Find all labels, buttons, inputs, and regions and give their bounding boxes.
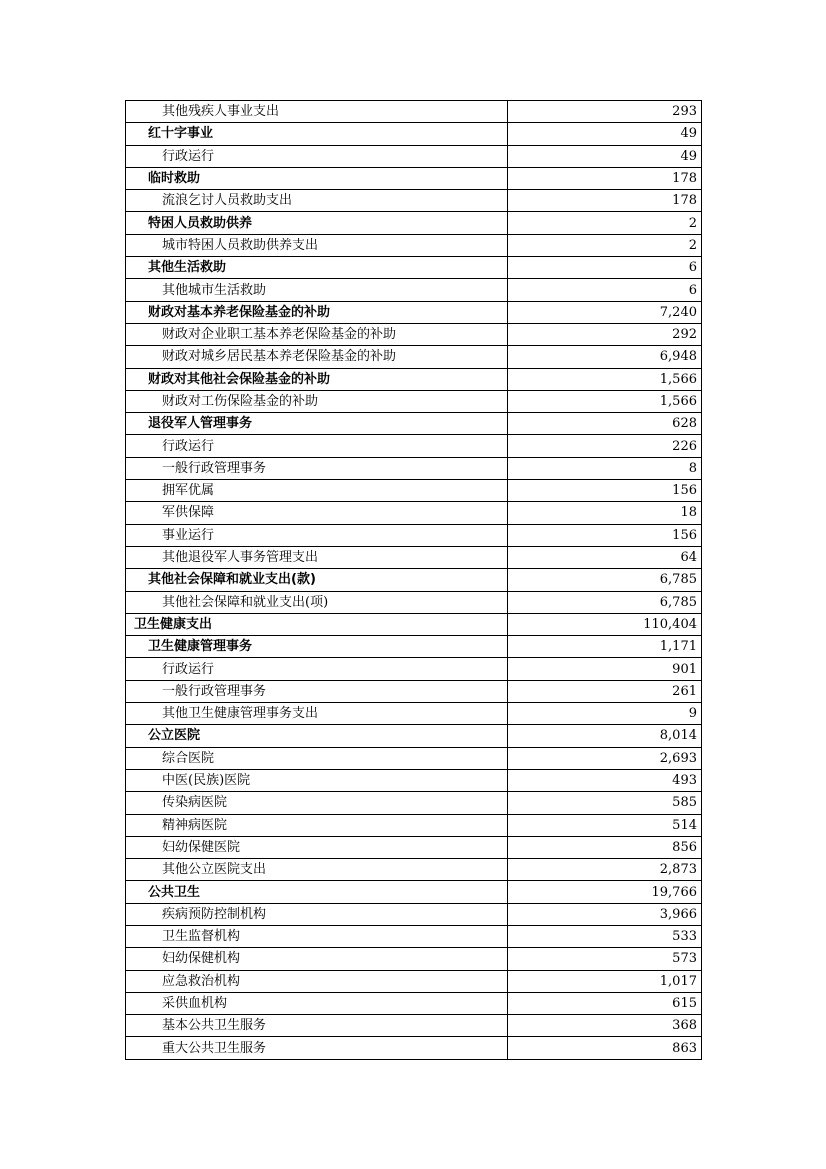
item-name-cell: 行政运行 [126, 145, 508, 167]
table-row [126, 323, 702, 345]
item-name-cell: 基本公共卫生服务 [126, 1015, 508, 1037]
amount-cell: 9 [508, 703, 702, 725]
item-name-cell: 综合医院 [126, 747, 508, 769]
item-name-cell: 妇幼保健机构 [126, 948, 508, 970]
table-row [126, 703, 702, 725]
amount-cell: 856 [508, 836, 702, 858]
amount-cell: 156 [508, 480, 702, 502]
amount-cell: 110,404 [508, 613, 702, 635]
table-row [126, 502, 702, 524]
table-row [126, 814, 702, 836]
amount-cell: 628 [508, 413, 702, 435]
item-name-cell: 疾病预防控制机构 [126, 903, 508, 925]
amount-cell: 8 [508, 457, 702, 479]
item-name-cell: 精神病医院 [126, 814, 508, 836]
table-row [126, 725, 702, 747]
amount-cell: 64 [508, 546, 702, 568]
amount-cell: 293 [508, 101, 702, 123]
table-row [126, 792, 702, 814]
item-name-cell: 城市特困人员救助供养支出 [126, 234, 508, 256]
amount-cell: 514 [508, 814, 702, 836]
table-row [126, 1037, 702, 1059]
item-name-cell: 重大公共卫生服务 [126, 1037, 508, 1059]
amount-cell: 901 [508, 658, 702, 680]
amount-cell: 1,017 [508, 970, 702, 992]
budget-table [125, 100, 702, 1060]
amount-cell: 8,014 [508, 725, 702, 747]
item-name-cell: 其他社会保障和就业支出(款) [126, 569, 508, 591]
table-row [126, 301, 702, 323]
table-row [126, 569, 702, 591]
amount-cell: 6,785 [508, 569, 702, 591]
table-row [126, 591, 702, 613]
item-name-cell: 妇幼保健医院 [126, 836, 508, 858]
item-name-cell: 其他公立医院支出 [126, 859, 508, 881]
table-row [126, 613, 702, 635]
item-name-cell: 公共卫生 [126, 881, 508, 903]
table-row [126, 859, 702, 881]
item-name-cell: 财政对企业职工基本养老保险基金的补助 [126, 323, 508, 345]
amount-cell: 1,171 [508, 636, 702, 658]
table-row [126, 480, 702, 502]
table-row [126, 190, 702, 212]
amount-cell: 6 [508, 257, 702, 279]
item-name-cell: 其他残疾人事业支出 [126, 101, 508, 123]
amount-cell: 2,693 [508, 747, 702, 769]
amount-cell: 6,785 [508, 591, 702, 613]
table-row [126, 747, 702, 769]
table-row [126, 279, 702, 301]
item-name-cell: 一般行政管理事务 [126, 457, 508, 479]
amount-cell: 18 [508, 502, 702, 524]
item-name-cell: 行政运行 [126, 658, 508, 680]
table-row [126, 457, 702, 479]
item-name-cell: 军供保障 [126, 502, 508, 524]
table-row [126, 346, 702, 368]
amount-cell: 585 [508, 792, 702, 814]
item-name-cell: 其他城市生活救助 [126, 279, 508, 301]
item-name-cell: 特困人员救助供养 [126, 212, 508, 234]
table-row [126, 145, 702, 167]
table-row [126, 903, 702, 925]
amount-cell: 368 [508, 1015, 702, 1037]
amount-cell: 2,873 [508, 859, 702, 881]
item-name-cell: 卫生健康支出 [126, 613, 508, 635]
table-row [126, 836, 702, 858]
table-row [126, 881, 702, 903]
item-name-cell: 临时救助 [126, 167, 508, 189]
table-row [126, 680, 702, 702]
item-name-cell: 公立医院 [126, 725, 508, 747]
table-row [126, 435, 702, 457]
item-name-cell: 财政对其他社会保险基金的补助 [126, 368, 508, 390]
table-row [126, 970, 702, 992]
amount-cell: 7,240 [508, 301, 702, 323]
amount-cell: 6 [508, 279, 702, 301]
table-row [126, 658, 702, 680]
item-name-cell: 中医(民族)医院 [126, 769, 508, 791]
table-row [126, 101, 702, 123]
item-name-cell: 一般行政管理事务 [126, 680, 508, 702]
table-row [126, 234, 702, 256]
amount-cell: 292 [508, 323, 702, 345]
table-row [126, 390, 702, 412]
amount-cell: 2 [508, 234, 702, 256]
item-name-cell: 传染病医院 [126, 792, 508, 814]
item-name-cell: 事业运行 [126, 524, 508, 546]
item-name-cell: 其他社会保障和就业支出(项) [126, 591, 508, 613]
item-name-cell: 其他生活救助 [126, 257, 508, 279]
item-name-cell: 行政运行 [126, 435, 508, 457]
amount-cell: 178 [508, 167, 702, 189]
amount-cell: 1,566 [508, 390, 702, 412]
table-row [126, 413, 702, 435]
amount-cell: 156 [508, 524, 702, 546]
table-row [126, 524, 702, 546]
item-name-cell: 流浪乞讨人员救助支出 [126, 190, 508, 212]
budget-table-body [126, 101, 702, 1060]
amount-cell: 573 [508, 948, 702, 970]
table-row [126, 167, 702, 189]
item-name-cell: 应急救治机构 [126, 970, 508, 992]
amount-cell: 493 [508, 769, 702, 791]
table-row [126, 948, 702, 970]
table-row [126, 123, 702, 145]
table-row [126, 212, 702, 234]
table-row [126, 992, 702, 1014]
item-name-cell: 财政对城乡居民基本养老保险基金的补助 [126, 346, 508, 368]
item-name-cell: 拥军优属 [126, 480, 508, 502]
table-row [126, 925, 702, 947]
table-row [126, 546, 702, 568]
item-name-cell: 红十字事业 [126, 123, 508, 145]
table-row [126, 769, 702, 791]
item-name-cell: 其他卫生健康管理事务支出 [126, 703, 508, 725]
table-row [126, 368, 702, 390]
item-name-cell: 财政对基本养老保险基金的补助 [126, 301, 508, 323]
amount-cell: 863 [508, 1037, 702, 1059]
amount-cell: 261 [508, 680, 702, 702]
item-name-cell: 退役军人管理事务 [126, 413, 508, 435]
item-name-cell: 其他退役军人事务管理支出 [126, 546, 508, 568]
table-row [126, 1015, 702, 1037]
amount-cell: 49 [508, 123, 702, 145]
amount-cell: 226 [508, 435, 702, 457]
amount-cell: 2 [508, 212, 702, 234]
item-name-cell: 财政对工伤保险基金的补助 [126, 390, 508, 412]
amount-cell: 3,966 [508, 903, 702, 925]
amount-cell: 19,766 [508, 881, 702, 903]
table-row [126, 257, 702, 279]
amount-cell: 6,948 [508, 346, 702, 368]
amount-cell: 533 [508, 925, 702, 947]
table-row [126, 636, 702, 658]
amount-cell: 178 [508, 190, 702, 212]
item-name-cell: 卫生健康管理事务 [126, 636, 508, 658]
item-name-cell: 卫生监督机构 [126, 925, 508, 947]
amount-cell: 49 [508, 145, 702, 167]
amount-cell: 1,566 [508, 368, 702, 390]
item-name-cell: 采供血机构 [126, 992, 508, 1014]
amount-cell: 615 [508, 992, 702, 1014]
